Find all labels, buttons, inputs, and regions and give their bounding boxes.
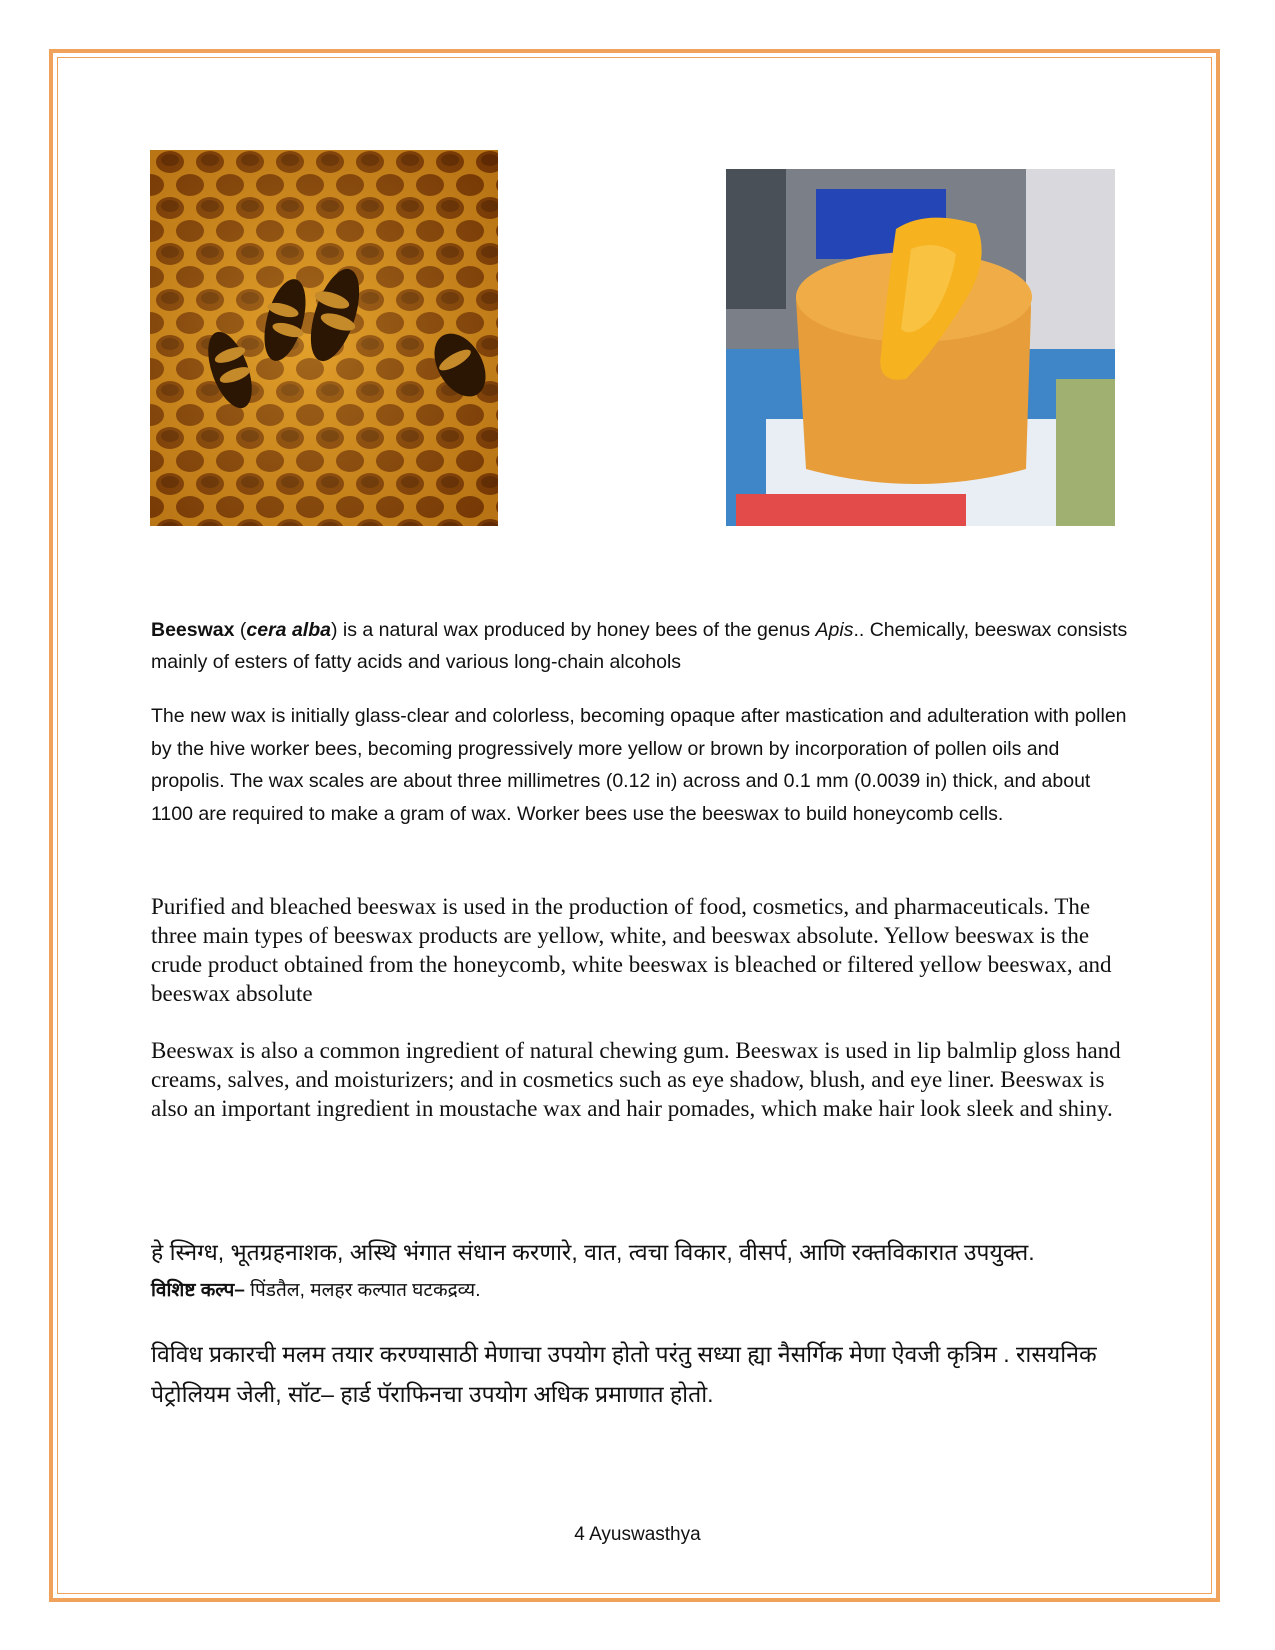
text-fragment: ) is a natural wax produced by honey bees of the genus (330, 619, 816, 641)
honeycomb-with-bees-icon (150, 150, 498, 526)
formulations-label: विशिष्ट कल्प– (151, 1280, 245, 1301)
wax-formation-paragraph: The new wax is initially glass-clear and colorless, becoming opaque after mastication and adulteration with pollen by the hive worker bees, becoming progressively more yellow or brown by incorporation of pollen oils and propolis. The wax scales are about three millimetres (0.12 in) across and 0.1 mm (0.0039 in) thick, and about 1100 are required to make a gram of wax. Worker bees use the beeswax to build honeycomb cells. (151, 705, 1127, 825)
genus-name: Apis (815, 619, 854, 641)
latin-name: cera alba (246, 619, 331, 641)
page-footer: 4 Ayuswasthya (574, 1524, 701, 1545)
text-fragment: ( (234, 619, 247, 641)
formulations-text: पिंडतैल, मलहर कल्पात घटकद्रव्य. (244, 1280, 481, 1301)
marathi-properties-line: हे स्निग्ध, भूतग्रहनाशक, अस्थि भंगात संधान करणारे, वात, त्वचा विकार, वीसर्प, आणि रक्तविकारात उपयुक्त. (151, 1239, 1035, 1265)
beeswax-block-photo (726, 169, 1115, 526)
text-fragment: .. Chemically, beeswax consists mainly of esters of fatty acids and various long-chain alcohols (151, 619, 1128, 673)
beeswax-block-icon (726, 169, 1115, 526)
honeycomb-photo (150, 150, 498, 526)
marathi-ointment-paragraph: विविध प्रकारची मलम तयार करण्यासाठी मेणाचा उपयोग होतो परंतु सध्या ह्या नैसर्गिक मेणा ऐवजी कृत्रिम . रासयनिक पेट्रोलियम जेली, सॉट– हार्ड पॅराफिनचा उपयोग अधिक प्रमाणात होतो. (151, 1341, 1097, 1407)
marathi-formulations-line (151, 1276, 1151, 1306)
beeswax-uses-paragraph: Beeswax is also a common ingredient of natural chewing gum. Beeswax is used in lip balmlip gloss hand creams, salves, and moisturizers; and in cosmetics such as eye shadow, blush, and eye liner. Beeswax is also an important ingredient in moustache wax and hair pomades, which make hair look sleek and shiny. (151, 1038, 1121, 1121)
beeswax-intro-paragraph (151, 614, 1131, 678)
beeswax-term: Beeswax (151, 619, 235, 641)
beeswax-types-paragraph: Purified and bleached beeswax is used in the production of food, cosmetics, and pharmaceuticals. The three main types of beeswax products are yellow, white, and beeswax absolute. Yellow beeswax is the crude product obtained from the honeycomb, white beeswax is bleached or filtered yellow beeswax, and beeswax absolute (151, 894, 1112, 1006)
